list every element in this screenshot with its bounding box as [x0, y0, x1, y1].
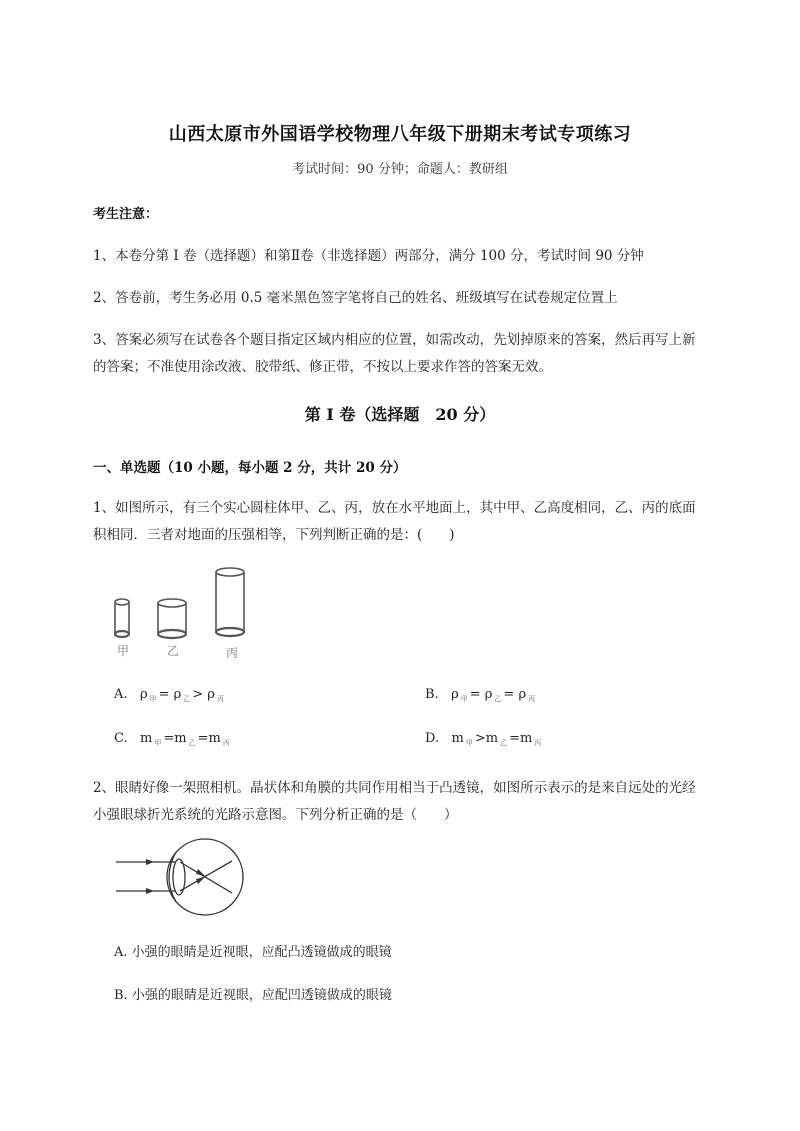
question-group-heading: 一、单选题（10 小题，每小题 2 分，共计 20 分）	[93, 460, 407, 476]
question-1-text: 1、如图所示，有三个实心圆柱体甲、乙、丙，放在水平地面上，其中甲、乙高度相同，乙、丙的底面	[93, 500, 696, 516]
section-title: 第 I 卷（选择题 20 分）	[304, 405, 496, 424]
q2-option-b[interactable]: B. 小强的眼睛是近视眼，应配凹透镜做成的眼镜	[114, 988, 392, 1003]
figure-label-jia: 甲	[116, 644, 130, 658]
question-2-text: 2、眼睛好像一架照相机。晶状体和角膜的共同作用相当于凸透镜，如图所示表示的是来自远处的光经	[93, 780, 696, 796]
q1-option-b[interactable]: B. ρ $_甲$ = ρ $_乙$ = ρ $_丙$	[425, 687, 536, 703]
q1-option-c[interactable]: C. m $_甲$ =m $_乙$ =m $_丙$	[114, 731, 230, 747]
notice-item-1: 1、本卷分第 I 卷（选择题）和第Ⅱ卷（非选择题）两部分，满分 100 分，考试时间 90 分钟	[93, 248, 644, 264]
question-2-text-continued: 小强眼球折光系统的光路示意图。下列分析正确的是（ ）	[93, 807, 458, 823]
notice-item-2: 2、答卷前，考生务必用 0.5 毫米黑色签字笔将自己的姓名、班级填写在试卷规定位置上	[93, 290, 618, 306]
notice-item-3-continued: 的答案；不准使用涂改液、胶带纸、修正带，不按以上要求作答的答案无效。	[93, 359, 552, 375]
page-title: 山西太原市外国语学校物理八年级下册期末考试专项练习	[168, 124, 632, 145]
notice-heading: 考生注意：	[93, 207, 159, 222]
q2-option-a[interactable]: A. 小强的眼睛是近视眼，应配凸透镜做成的眼镜	[114, 945, 392, 960]
q1-option-a[interactable]: A. ρ $_甲$ = ρ $_乙$ > ρ $_丙$	[114, 687, 224, 703]
question-1-text-continued: 积相同．三者对地面的压强相等，下列判断正确的是：( )	[93, 527, 455, 543]
q1-option-d[interactable]: D. m $_甲$ >m $_乙$ =m $_丙$	[425, 731, 542, 747]
notice-item-3: 3、答案必须写在试卷各个题目指定区域内相应的位置，如需改动，先划掉原来的答案，然后再写上新	[93, 332, 696, 348]
figure-label-yi: 乙	[166, 644, 180, 658]
exam-subtitle: 考试时间：90 分钟；命题人：教研组	[292, 162, 508, 177]
figure-label-bing: 丙	[225, 646, 239, 660]
